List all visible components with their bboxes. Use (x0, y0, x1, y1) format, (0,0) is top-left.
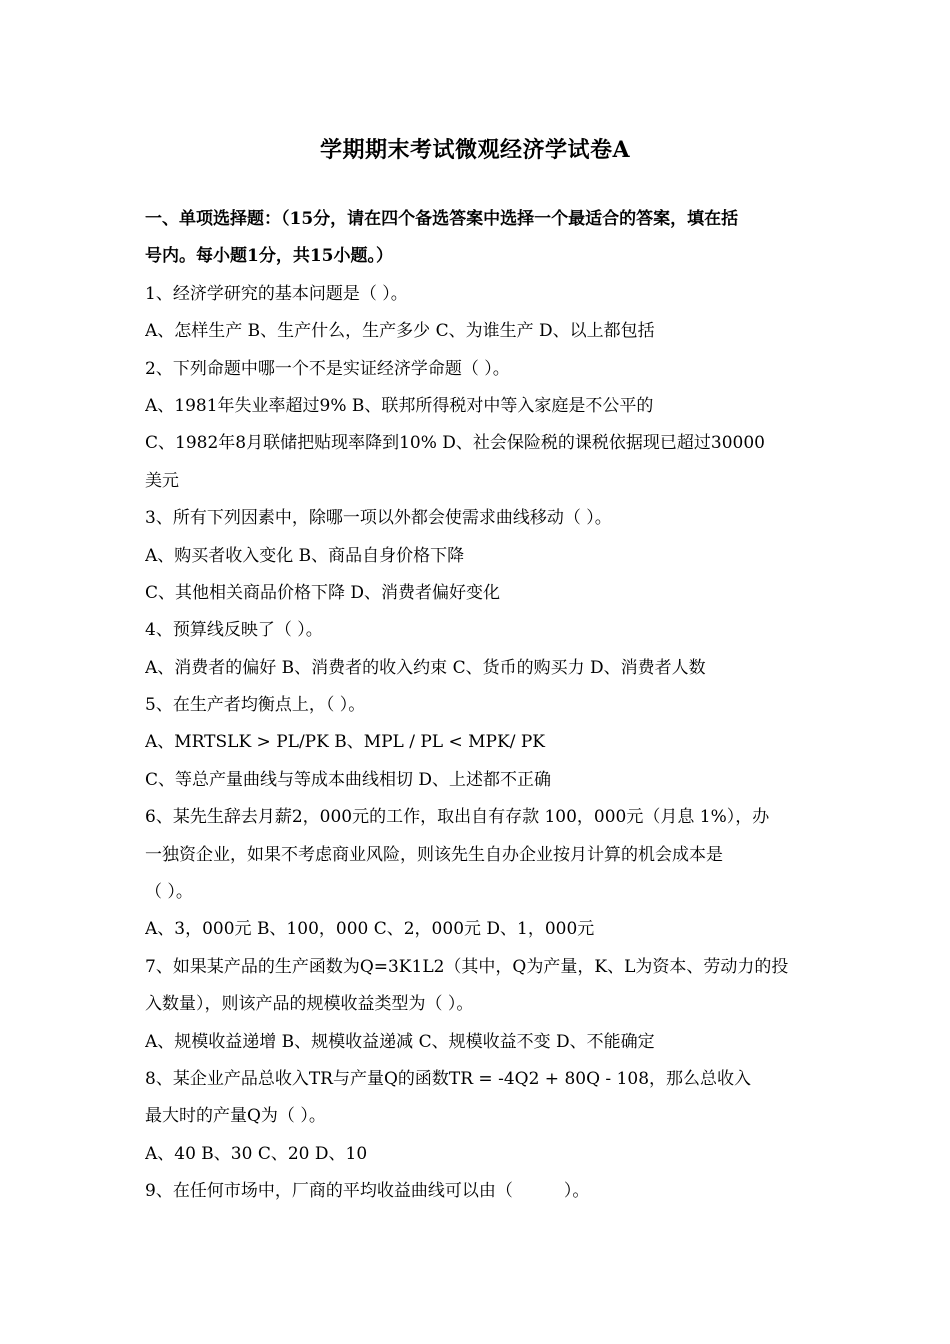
question-line: 4、预算线反映了（ ）。 (145, 620, 323, 641)
page-title: 学期期末考试微观经济学试卷A (319, 137, 631, 163)
question-line: （ ）。 (145, 882, 193, 903)
question-line: 入数量），则该产品的规模收益类型为（ ）。 (145, 994, 474, 1015)
section-heading-line: 一、单项选择题：（15分，请在四个备选答案中选择一个最适合的答案，填在括 (145, 209, 739, 229)
option-line: A、消费者的偏好 B、消费者的收入约束 C、货币的购买力 D、消费者人数 (145, 657, 706, 678)
option-line: C、其他相关商品价格下降 D、消费者偏好变化 (145, 582, 501, 603)
option-line: C、1982年8月联储把贴现率降到10% D、社会保险税的课税依据现已超过30000 (145, 433, 765, 454)
option-line: A、规模收益递增 B、规模收益递减 C、规模收益不变 D、不能确定 (145, 1031, 655, 1052)
question-line: 5、在生产者均衡点上，（ ）。 (145, 695, 366, 716)
option-line: A、MRTSLK > PL/PK B、MPL / PL < MPK/ PK (145, 732, 545, 753)
section-heading-line: 号内。每小题1分，共15小题。） (145, 246, 393, 267)
question-line: 最大时的产量Q为（ ）。 (145, 1106, 326, 1127)
question-line: 8、某企业产品总收入TR与产量Q的函数TR = -4Q2 + 80Q - 108，那么总收入 (145, 1068, 752, 1089)
question-line: 3、所有下列因素中，除哪一项以外都会使需求曲线移动（ ）。 (145, 508, 612, 529)
question-line: 7、如果某产品的生产函数为Q=3K1L2（其中，Q为产量，K、L为资本、劳动力的投 (145, 956, 789, 977)
option-line: A、1981年失业率超过9% B、联邦所得税对中等入家庭是不公平的 (145, 395, 654, 416)
question-line: 6、某先生辞去月薪2，000元的工作，取出自有存款 100，000元（月息 1%），办 (145, 807, 770, 828)
option-line: A、怎样生产 B、生产什么，生产多少 C、为谁生产 D、以上都包括 (145, 321, 655, 342)
option-line: 美元 (145, 470, 179, 491)
question-line: 2、下列命题中哪一个不是实证经济学命题（ ）。 (145, 358, 510, 379)
exam-content (145, 201, 815, 1211)
question-line: 1、经济学研究的基本问题是（ ）。 (145, 283, 408, 304)
option-line: A、3，000元 B、100，000 C、2，000元 D、1，000元 (145, 919, 595, 940)
option-line: C、等总产量曲线与等成本曲线相切 D、上述都不正确 (145, 769, 552, 790)
question-line: 一独资企业，如果不考虑商业风险，则该先生自办企业按月计算的机会成本是 (145, 844, 723, 865)
question-line: 9、在任何市场中，厂商的平均收益曲线可以由（ ）。 (145, 1181, 590, 1202)
option-line: A、40 B、30 C、20 D、10 (145, 1143, 368, 1164)
option-line: A、购买者收入变化 B、商品自身价格下降 (145, 545, 465, 566)
